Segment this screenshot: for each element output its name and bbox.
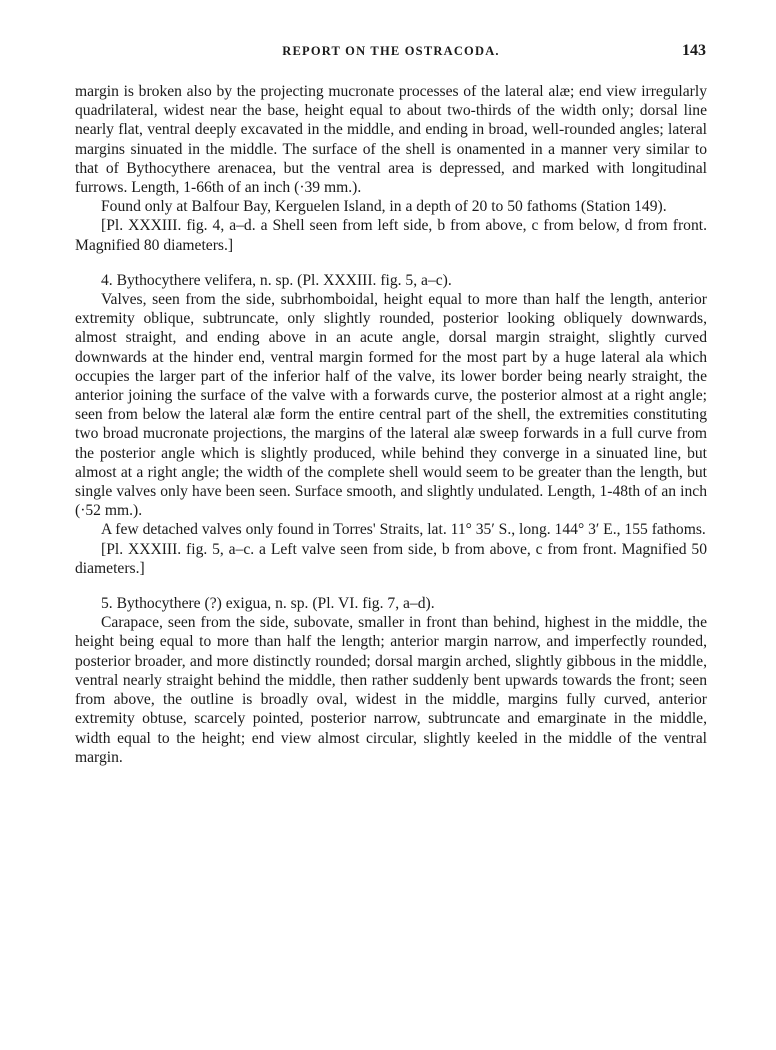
paragraph-locality: Found only at Balfour Bay, Kerguelen Island, in a depth of 20 to 50 fathoms (Station 149). <box>101 198 667 216</box>
running-title: REPORT ON THE OSTRACODA. <box>282 44 500 58</box>
page-body <box>75 82 707 767</box>
paragraph-description: Carapace, seen from the side, subovate, smaller in front than behind, highest in the middle, the height being equal to more than half the length; anterior margin narrow, and imperfectly rounded, posterior broader, and more distinctly rounded; dorsal margin arched, slightly gibbous in the middle, ventral nearly straight behind the middle, then rather suddenly bent upwards towards the front; seen from above, the outline is broadly oval, widest in the middle, margins fully curved, anterior extremity obtuse, scarcely pointed, posterior narrow, subtruncate and emarginate in the middle, width equal to the height; end view almost circular, slightly keeled in the middle of the ventral margin. <box>75 614 707 766</box>
page-number: 143 <box>682 42 706 59</box>
plate-caption: [Pl. XXXIII. fig. 4, a–d. a Shell seen from left side, b from above, c from below, d from front. Magnified 80 diameters.] <box>75 217 707 254</box>
species-heading: 5. Bythocythere (?) exigua, n. sp. (Pl. VI. fig. 7, a–d). <box>101 595 435 613</box>
paragraph-continuation: margin is broken also by the projecting mucronate processes of the lateral alæ; end view irregularly quadrilateral, widest near the base, height equal to about two-thirds of the width only; dorsal line nearly flat, ventral deeply excavated in the middle, and ending in broad, well-rounded angles; lateral margins sinuated in the middle. The surface of the shell is onamented in a manner very similar to that of Bythocythere arenacea, but the ventral area is depressed, and marked with longitudinal furrows. Length, 1-66th of an inch (·39 mm.). <box>75 83 707 197</box>
page-header <box>76 44 706 68</box>
species-heading: 4. Bythocythere velifera, n. sp. (Pl. XXXIII. fig. 5, a–c). <box>101 271 452 289</box>
paragraph-description: Valves, seen from the side, subrhomboidal, height equal to more than half the length, anterior extremity oblique, subtruncate, only slightly rounded, posterior looking obliquely downwards, almost straight, and ending above in an acute angle, dorsal margin straight, slightly curved downwards at the hinder end, ventral margin formed for the most part by a huge lateral ala which occupies the larger part of the inferior half of the valve, its lower border being nearly straight, the anterior joining the surface of the valve with a forwards curve, the posterior almost at a right angle; seen from below the lateral alæ form the entire central part of the shell, the extremities constituting two broad mucronate projections, the margins of the lateral alæ sweep forwards in a full curve from the posterior angle which is slightly produced, while behind they converge in a sinuated line, but almost at a right angle; the width of the complete shell would seem to be greater than the length, but single valves only have been seen. Surface smooth, and slightly undulated. Length, 1-48th of an inch (·52 mm.). <box>75 291 707 520</box>
paragraph-locality: A few detached valves only found in Torres' Straits, lat. 11° 35′ S., long. 144° 3′ E., 155 fathoms. <box>101 521 706 539</box>
plate-caption: [Pl. XXXIII. fig. 5, a–c. a Left valve seen from side, b from above, c from front. Magnified 50 diameters.] <box>75 540 707 577</box>
